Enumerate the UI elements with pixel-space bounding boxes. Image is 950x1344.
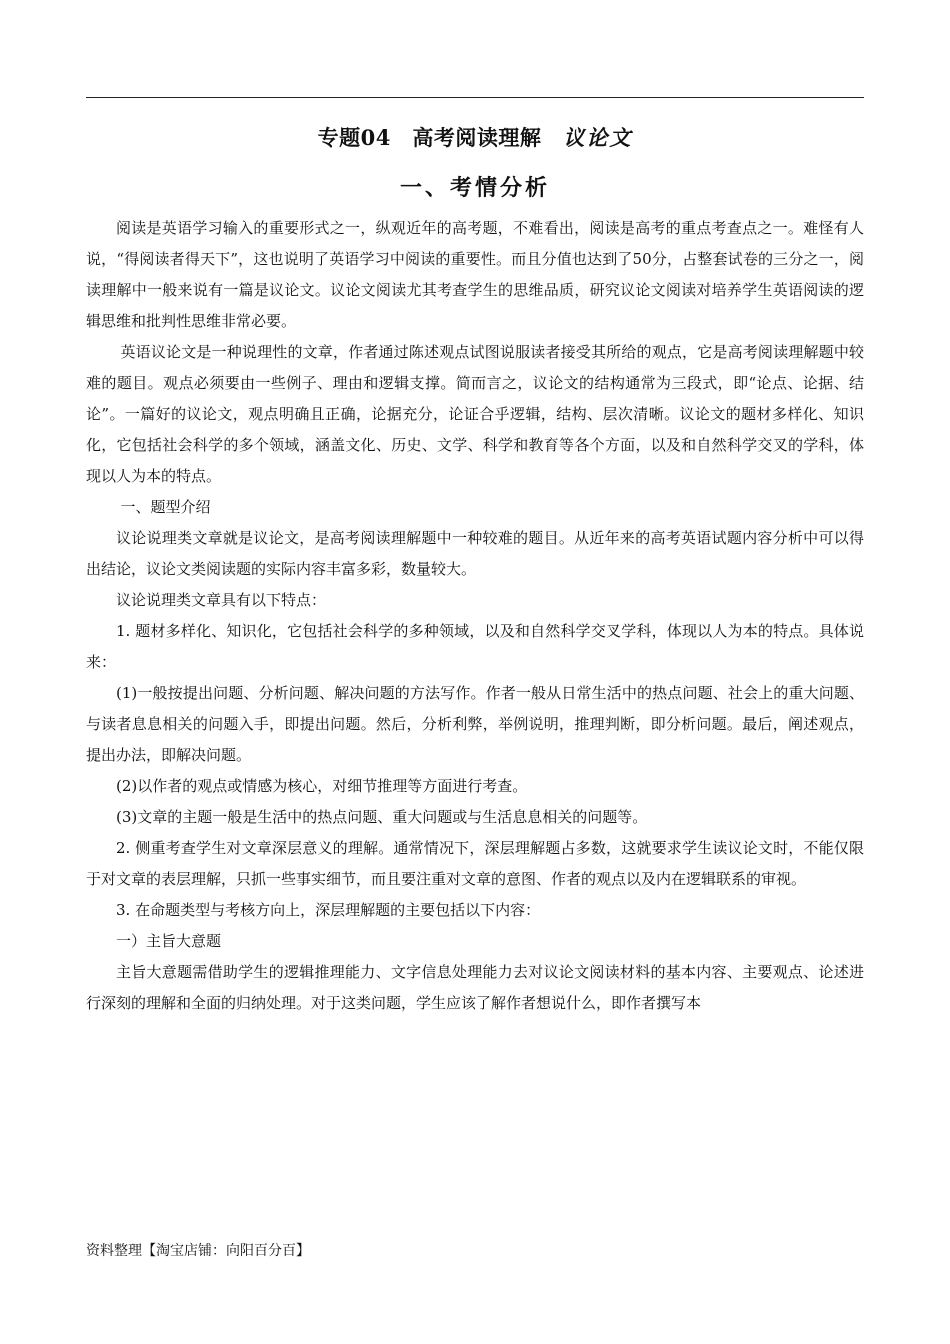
header-rule — [86, 97, 864, 98]
paragraph-feature-3: 3. 在命题类型与考核方向上，深层理解题的主要包括以下内容： — [116, 901, 541, 919]
paragraph-feature-1: 1. 题材多样化、知识化，它包括社会科学的多种领域，以及和自然科学交叉学科，体现以人为本的特点。具体说来： — [86, 622, 864, 671]
document-body — [86, 213, 864, 1019]
document-title — [86, 122, 864, 154]
subheading-main-idea: 一）主旨大意题 — [116, 932, 222, 950]
subheading-question-type: 一、题型介绍 — [120, 498, 211, 516]
paragraph-main-idea: 主旨大意题需借助学生的逻辑推理能力、文字信息处理能力去对议论文阅读材料的基本内容、主要观点、论述进行深刻的理解和全面的归纳处理。对于这类问题，学生应该了解作者想说什么，即作者撰写本 — [86, 963, 864, 1012]
paragraph-argumentative-definition: 英语议论文是一种说理性的文章，作者通过陈述观点试图说服读者接受其所给的观点，它是高考阅读理解题中较难的题目。观点必须要由一些例子、理由和逻辑支撑。简而言之，议论文的结构通常为三段式，即“论点、论据、结论”。一篇好的议论文，观点明确且正确，论据充分，论证合乎逻辑，结构、层次清晰。议论文的题材多样化、知识化，它包括社会科学的多个领域，涵盖文化、历史、文学、科学和教育等各个方面，以及和自然科学交叉的学科，体现以人为本的特点。 — [86, 343, 864, 485]
paragraph-feature-1-sub-1: (1)一般按提出问题、分析问题、解决问题的方法写作。作者一般从日常生活中的热点问题、社会上的重大问题、与读者息息相关的问题入手，即提出问题。然后，分析利弊，举例说明，推理判断，即分析问题。最后，阐述观点，提出办法，即解决问题。 — [86, 684, 864, 764]
document-title-sub: 议论文 — [563, 125, 633, 150]
section-title: 一、考情分析 — [399, 175, 550, 201]
page-footer: 资料整理【淘宝店铺：向阳百分百】 — [86, 1243, 310, 1259]
paragraph-question-type: 议论说理类文章就是议论文，是高考阅读理解题中一种较难的题目。从近年来的高考英语试题内容分析中可以得出结论，议论文类阅读题的实际内容丰富多彩，数量较大。 — [86, 529, 864, 578]
paragraph-intro: 阅读是英语学习输入的重要形式之一，纵观近年的高考题，不难看出，阅读是高考的重点考查点之一。难怪有人说，“得阅读者得天下”，这也说明了英语学习中阅读的重要性。而且分值也达到了50分，占整套试卷的三分之一，阅读理解中一般来说有一篇是议论文。议论文阅读尤其考查学生的思维品质，研究议论文阅读对培养学生英语阅读的逻辑思维和批判性思维非常必要。 — [86, 219, 864, 330]
document-title-main: 专题04 高考阅读理解 — [317, 125, 542, 150]
paragraph-feature-1-sub-2: (2)以作者的观点或情感为核心，对细节推理等方面进行考查。 — [116, 777, 528, 795]
paragraph-feature-1-sub-3: (3)文章的主题一般是生活中的热点问题、重大问题或与生活息息相关的问题等。 — [116, 808, 648, 826]
paragraph-feature-2: 2. 侧重考查学生对文章深层意义的理解。通常情况下，深层理解题占多数，这就要求学生读议论文时，不能仅限于对文章的表层理解，只抓一些事实细节，而且要注重对文章的意图、作者的观点以及内在逻辑联系的审视。 — [86, 839, 864, 888]
paragraph-features-lead: 议论说理类文章具有以下特点： — [116, 591, 327, 609]
